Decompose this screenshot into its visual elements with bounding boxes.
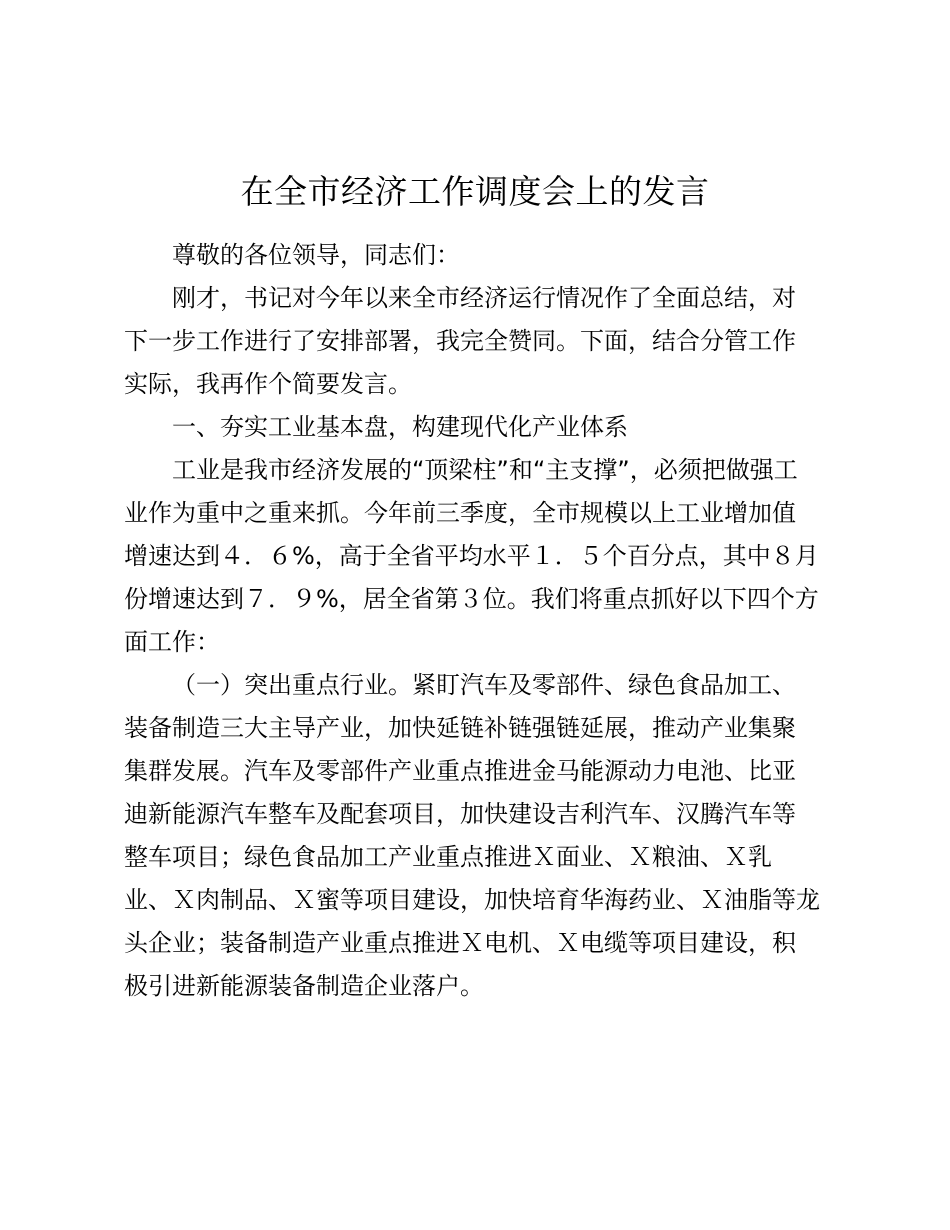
section-heading-1: 一、夯实工业基本盘，构建现代化产业体系	[172, 413, 628, 441]
paragraph-2-line-2: 业作为重中之重来抓。今年前三季度，全市规模以上工业增加值	[124, 499, 796, 527]
salutation: 尊敬的各位领导，同志们：	[172, 241, 460, 269]
paragraph-1-line-2: 下一步工作进行了安排部署，我完全赞同。下面，结合分管工作	[124, 327, 796, 355]
paragraph-3-line-4: 迪新能源汽车整车及配套项目，加快建设吉利汽车、汉腾汽车等	[124, 800, 796, 828]
paragraph-2-line-1: 工业是我市经济发展的“顶梁柱”和“主支撑”，必须把做强工	[172, 456, 798, 484]
paragraph-3-line-6: 业、Ｘ肉制品、Ｘ蜜等项目建设，加快培育华海药业、Ｘ油脂等龙	[124, 886, 820, 914]
paragraph-3-line-8: 极引进新能源装备制造企业落户。	[124, 972, 484, 1000]
paragraph-1-line-1: 刚才，书记对今年以来全市经济运行情况作了全面总结，对	[172, 284, 796, 312]
paragraph-2-line-3: 增速达到４．６%，高于全省平均水平１．５个百分点，其中８月	[124, 542, 819, 570]
paragraph-3-line-3: 集群发展。汽车及零部件产业重点推进金马能源动力电池、比亚	[124, 757, 796, 785]
paragraph-2-line-4: 份增速达到７．９%，居全省第３位。我们将重点抓好以下四个方	[124, 585, 819, 613]
paragraph-3-line-2: 装备制造三大主导产业，加快延链补链强链延展，推动产业集聚	[124, 714, 796, 742]
paragraph-3-line-1: （一）突出重点行业。紧盯汽车及零部件、绿色食品加工、	[172, 671, 796, 699]
paragraph-1-line-3: 实际，我再作个简要发言。	[124, 370, 412, 398]
paragraph-2-line-5: 面工作：	[124, 628, 220, 656]
paragraph-3-line-7: 头企业；装备制造产业重点推进Ｘ电机、Ｘ电缆等项目建设，积	[124, 929, 796, 957]
document-title: 在全市经济工作调度会上的发言	[240, 172, 710, 211]
paragraph-3-line-5: 整车项目；绿色食品加工产业重点推进Ｘ面业、Ｘ粮油、Ｘ乳	[124, 843, 772, 871]
